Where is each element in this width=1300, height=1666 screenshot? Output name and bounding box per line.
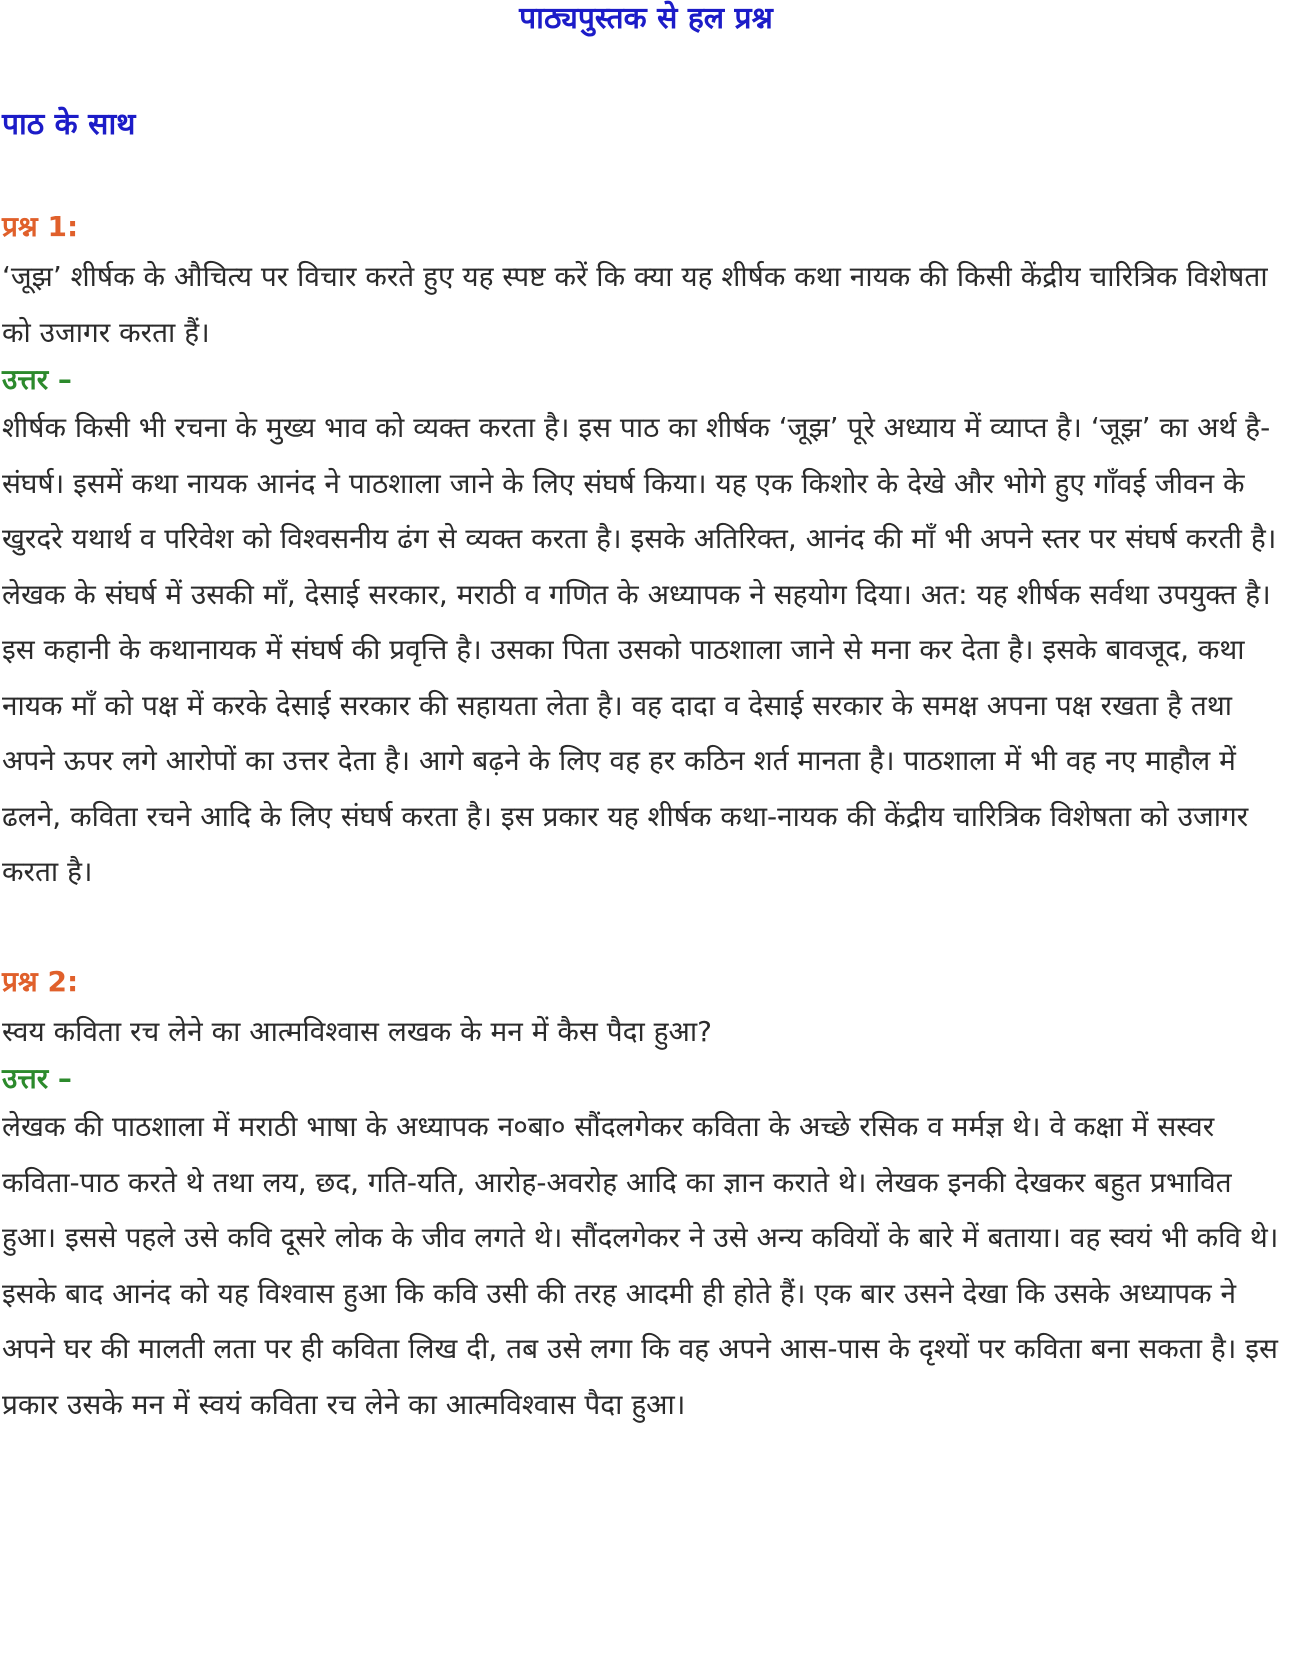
section-title: पाठ के साथ xyxy=(2,107,136,142)
answer-label: उत्तर – xyxy=(2,363,72,396)
question-label: प्रश्न 1: xyxy=(2,210,79,243)
question-block-1 xyxy=(2,207,1290,900)
answer-label: उत्तर – xyxy=(2,1062,72,1095)
answer-text: शीर्षक किसी भी रचना के मुख्य भाव को व्यक्त करता है। इस पाठ का शीर्षक ‘जूझ’ पूरे अध्याय में व्याप्त है। ‘जूझ’ का अर्थ है-संघर्ष। इसमें कथा नायक आनंद ने पाठशाला जाने के लिए संघर्ष किया। यह एक किशोर के देखे और भोगे हुए गाँवई जीवन के खुरदरे यथार्थ व परिवेश को विश्वसनीय ढंग से व्यक्त करता है। इसके अतिरिक्त, आनंद की माँ भी अपने स्तर पर संघर्ष करती है। लेखक के संघर्ष में उसकी माँ, देसाई सरकार, मराठी व गणित के अध्यापक ने सहयोग दिया। अत: यह शीर्षक सर्वथा उपयुक्त है। इस कहानी के कथानायक में संघर्ष की प्रवृत्ति है। उसका पिता उसको पाठशाला जाने से मना कर देता है। इसके बावजूद, कथा नायक माँ को पक्ष में करके देसाई सरकार की सहायता लेता है। वह दादा व देसाई सरकार के समक्ष अपना पक्ष रखता है तथा अपने ऊपर लगे आरोपों का उत्तर देता है। आगे बढ़ने के लिए वह हर कठिन शर्त मानता है। पाठशाला में भी वह नए माहौल में ढलने, कविता रचने आदि के लिए संघर्ष करता है। इस प्रकार यह शीर्षक कथा-नायक की केंद्रीय चारित्रिक विशेषता को उजागर करता है। xyxy=(2,411,1277,888)
answer-text: लेखक की पाठशाला में मराठी भाषा के अध्यापक न०बा० सौंदलगेकर कविता के अच्छे रसिक व मर्मज्ञ थे। वे कक्षा में सस्वर कविता-पाठ करते थे तथा लय, छद, गति-यति, आरोह-अवरोह आदि का ज्ञान कराते थे। लेखक इनकी देखकर बहुत प्रभावित हुआ। इससे पहले उसे कवि दूसरे लोक के जीव लगते थे। सौंदलगेकर ने उसे अन्य कवियों के बारे में बताया। वह स्वयं भी कवि थे। इसके बाद आनंद को यह विश्वास हुआ कि कवि उसी की तरह आदमी ही होते हैं। एक बार उसने देखा कि उसके अध्यापक ने अपने घर की मालती लता पर ही कविता लिख दी, तब उसे लगा कि वह अपने आस-पास के दृश्यों पर कविता बना सकता है। इस प्रकार उसके मन में स्वयं कविता रच लेने का आत्मविश्वास पैदा हुआ। xyxy=(2,1110,1279,1421)
question-label: प्रश्न 2: xyxy=(2,964,79,998)
question-block-2 xyxy=(2,962,1290,1433)
question-text: स्वय कविता रच लेने का आत्मविश्वास लखक के मन में कैस पैदा हुआ? xyxy=(2,1014,712,1048)
question-text: ‘जूझ’ शीर्षक के औचित्य पर विचार करते हुए यह स्पष्ट करें कि क्या यह शीर्षक कथा नायक की किसी केंद्रीय चारित्रिक विशेषता को उजागर करता हैं। xyxy=(2,260,1268,349)
page-title: पाठ्यपुस्तक से हल प्रश्न xyxy=(519,1,773,36)
